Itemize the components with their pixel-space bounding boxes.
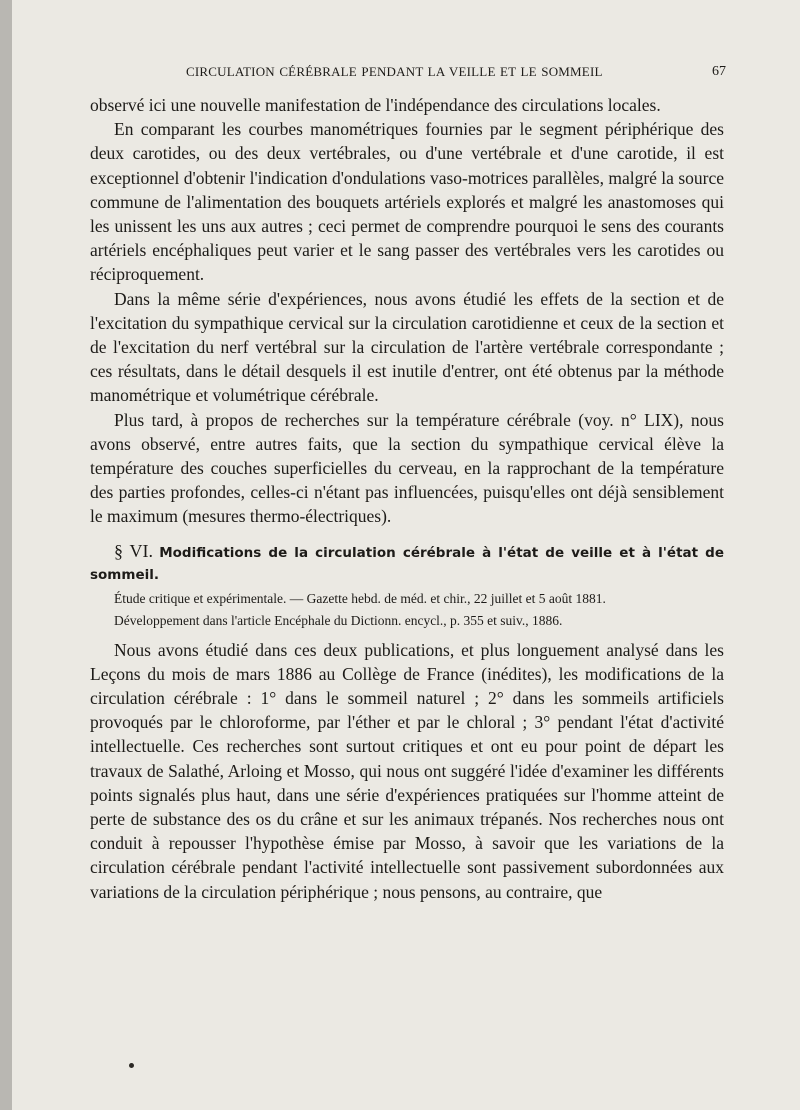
section-title: Modifications de la circulation cérébrale à l'état de veille et à l'état de sommeil.: [90, 544, 725, 583]
page-header: [12, 64, 800, 84]
reference-2: Développement dans l'article Encéphale du Dictionn. encycl., p. 355 et suiv., 1886.: [114, 612, 563, 628]
running-title: CIRCULATION CÉRÉBRALE PENDANT LA VEILLE ET LE SOMMEIL: [186, 64, 603, 79]
paragraph-2: En comparant les courbes manométriques fournies par le segment périphérique des deux carotides, ou des deux vertébrales, ou d'une vertébrale et d'une carotide, il est exceptionnel d'obtenir l'indication d'ondulations vaso-motrices parallèles, malgré la source commune de l'alimentation des bouquets artériels explorés et malgré les anastomoses qui les unissent les uns aux autres ; ceci permet de comprendre pourquoi le sens des courants artériels encéphaliques peut varier et le sang passer des vertébrales vers les carotides ou réciproquement.: [90, 119, 724, 285]
book-page: [12, 0, 800, 1110]
page-number: 67: [712, 64, 726, 79]
paragraph-5: Nous avons étudié dans ces deux publications, et plus longuement analysé dans les Leçons du mois de mars 1886 au Collège de France (inédites), les modifications de la circulation cérébrale : 1° dans le sommeil naturel ; 2° dans les sommeils artificiels provoqués par le chloroforme, par l'éther et par le chloral ; 3° pendant l'état d'activité intellectuelle. Ces recherches sont surtout critiques et ont eu pour point de départ les travaux de Salathé, Arloing et Mosso, qui nous ont suggéré l'idée d'examiner les différents points signalés plus haut, dans une série d'expériences pratiquées sur l'homme atteint de perte de substance des os du crâne et sur les animaux trépanés. Nos recherches nous ont conduit à repousser l'hypothèse émise par Mosso, à savoir que les variations de la circulation cérébrale pendant l'activité intellectuelle sont passivement subordonnées aux variations de la circulation périphérique ; nous pensons, au contraire, que: [90, 639, 724, 902]
ink-dot: [129, 1063, 134, 1068]
section-mark: § VI.: [114, 540, 154, 561]
reference-1: Étude critique et expérimentale. — Gazette hebd. de méd. et chir., 22 juillet et 5 août 1881.: [114, 590, 606, 606]
paragraph-3: Dans la même série d'expériences, nous avons étudié les effets de la section et de l'excitation du sympathique cervical sur la circulation carotidienne et ceux de la section et de l'excitation du nerf vertébral sur la circulation de l'artère vertébrale correspondante ; ces résultats, dans le détail desquels il est inutile d'entrer, ont été obtenus par la méthode manométrique et volumétrique cérébrale.: [90, 288, 724, 406]
paragraph-1: observé ici une nouvelle manifestation de l'indépendance des circulations locales.: [90, 95, 661, 115]
references: [90, 588, 724, 632]
paragraph-4: Plus tard, à propos de recherches sur la température cérébrale (voy. n° LIX), nous avons observé, entre autres faits, que la section du sympathique cervical élève la température des couches superficielles du cerveau, en la rapprochant de la température des parties profondes, celles-ci n'étant pas influencées, puisqu'elles ont déjà sensiblement le maximum (mesures thermo-électriques).: [90, 409, 724, 527]
page-body: [90, 93, 724, 904]
section-heading: [90, 540, 724, 586]
